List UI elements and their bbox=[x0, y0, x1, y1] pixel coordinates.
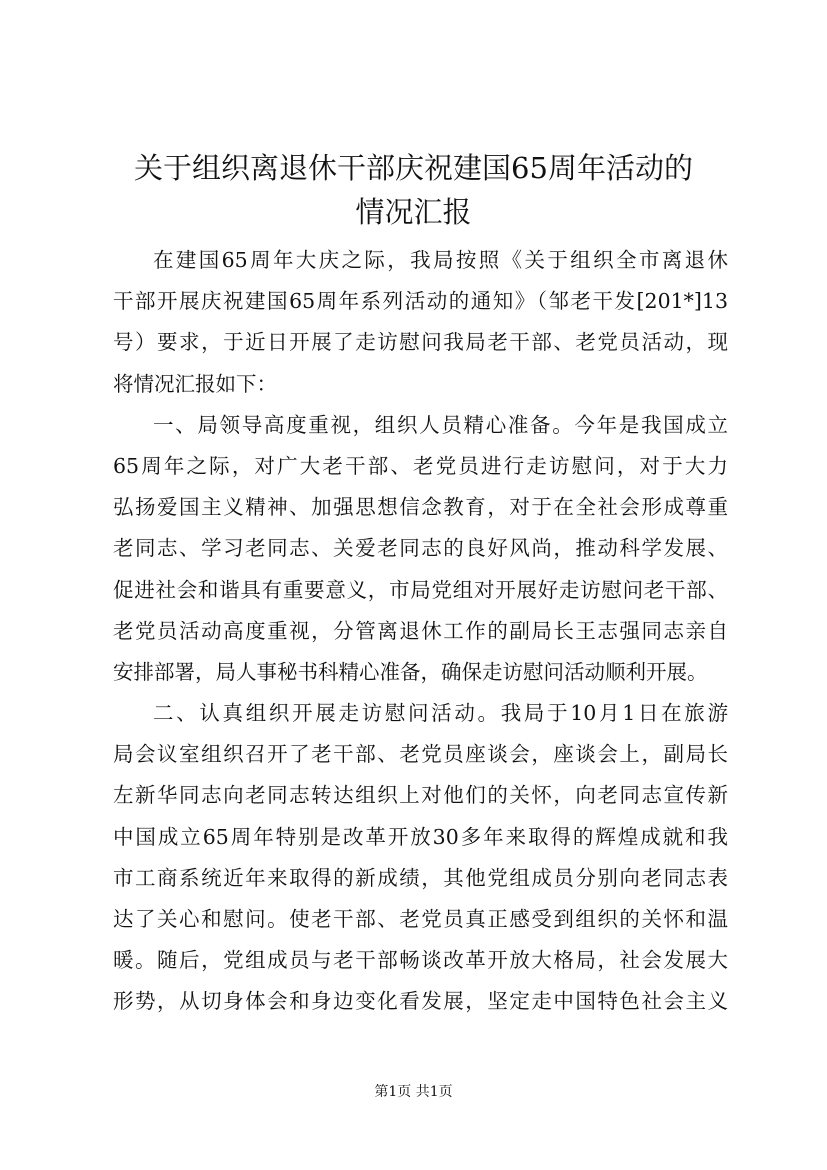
text-line: 安排部署，局人事秘书科精心准备，确保走访慰问活动顺利开展。 bbox=[113, 659, 708, 684]
document-body bbox=[113, 240, 728, 1023]
text-line: 一、局领导高度重视，组织人员精心准备。今年是我国成立 bbox=[153, 412, 728, 437]
text-line: 在建国65周年大庆之际，我局按照《关于组织全市离退休 bbox=[153, 248, 728, 272]
text-line: 达了关心和慰问。使老干部、老党员真正感受到组织的关怀和温 bbox=[113, 907, 728, 931]
text-line: 促进社会和谐具有重要意义，市局党组对开展好走访慰问老干部、 bbox=[113, 577, 728, 602]
text-line: 二、认真组织开展走访慰问活动。我局于10月1日在旅游 bbox=[153, 701, 728, 726]
text-line: 将情况汇报如下： bbox=[113, 371, 277, 396]
text-line: 市工商系统近年来取得的新成绩，其他党组成员分别向老同志表 bbox=[113, 865, 728, 890]
text-line: 中国成立65周年特别是改革开放30多年来取得的辉煌成就和我 bbox=[113, 824, 728, 849]
text-line: 老同志、学习老同志、关爱老同志的良好风尚，推动科学发展、 bbox=[113, 536, 728, 561]
text-line: 老党员活动高度重视，分管离退休工作的副局长王志强同志亲自 bbox=[113, 618, 728, 643]
text-line: 形势，从切身体会和身边变化看发展，坚定走中国特色社会主义 bbox=[113, 989, 728, 1014]
text-line: 号）要求，于近日开展了走访慰问我局老干部、老党员活动，现 bbox=[113, 330, 728, 355]
text-line: 弘扬爱国主义精神、加强思想信念教育，对于在全社会形成尊重 bbox=[113, 495, 728, 520]
title-line-1: 关于组织离退休干部庆祝建国65周年活动的 bbox=[134, 151, 693, 185]
title-line-2: 情况汇报 bbox=[355, 195, 472, 229]
text-line: 暖。随后，党组成员与老干部畅谈改革开放大格局，社会发展大 bbox=[113, 948, 728, 973]
document-title bbox=[85, 146, 742, 234]
text-line: 65周年之际，对广大老干部、老党员进行走访慰问，对于大力 bbox=[113, 453, 728, 478]
text-line: 干部开展庆祝建国65周年系列活动的通知》（邹老干发[201*]13 bbox=[113, 289, 728, 314]
page-footer: 第1页 共1页 bbox=[374, 1084, 453, 1100]
text-line: 左新华同志向老同志转达组织上对他们的关怀，向老同志宣传新 bbox=[113, 783, 728, 808]
text-line: 局会议室组织召开了老干部、老党员座谈会，座谈会上，副局长 bbox=[113, 742, 728, 767]
